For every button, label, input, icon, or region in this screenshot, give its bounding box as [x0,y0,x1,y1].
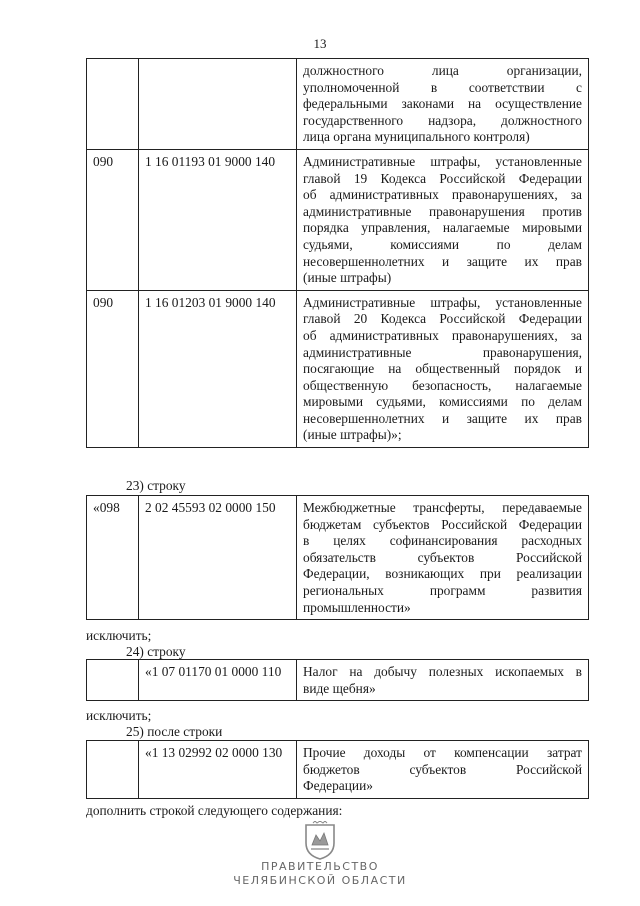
description-line: в целях софинансирования расходных [303,533,582,549]
description-line: Налог на добычу полезных ископаемых в [303,664,582,679]
description-line: главой 20 Кодекса Российской Федерации [303,311,582,327]
description-line: административные правонарушения против [303,203,582,219]
budget-classification-code-cell: 1 16 01203 01 9000 140 [139,290,297,447]
description-line: обязательств субъектов Российской [303,549,582,565]
description-line: Федерации» [303,778,373,794]
table-row [87,149,589,290]
section-24-label: 24) строку [126,644,186,659]
description-line: об административных правонарушениях, за [303,327,582,343]
page-number: 13 [313,36,327,51]
description-cell [297,496,589,620]
description-line: об административных правонарушениях, за [303,187,582,203]
admin-code-cell [87,59,139,150]
table-row [87,660,589,701]
description-line: уполномоченной в соответствии с [303,79,582,95]
admin-code-cell: 090 [87,149,139,290]
description-line: Межбюджетные трансферты, передаваемые [303,500,582,515]
description-line: главой 19 Кодекса Российской Федерации [303,170,582,186]
description-line: посягающие на общественный порядок и [303,361,582,377]
exclude-text-1: исключить; [86,628,152,643]
description-cell [297,741,589,799]
description-line: (иные штрафы) [303,270,392,286]
budget-classification-code-cell: «1 07 01170 01 0000 110 [139,660,297,701]
table-row [87,59,589,150]
admin-code-cell: «098 [87,496,139,620]
description-line: Прочие доходы от компенсации затрат [303,745,582,760]
description-cell [297,660,589,701]
description-line: Административные штрафы, установленные [303,294,582,310]
description-line: Федерации, возникающих при реализации [303,566,582,582]
budget-classification-code-cell: «1 13 02992 02 0000 130 [139,741,297,799]
description-cell [297,290,589,447]
description-line: (иные штрафы)»; [303,427,402,443]
admin-code-cell [87,660,139,701]
description-line: региональных программ развития [303,582,582,598]
description-line: административные правонарушения, [303,344,582,360]
section-23-label: 23) строку [126,478,186,493]
admin-code-cell [87,741,139,799]
section-25-label: 25) после строки [126,724,223,739]
table-row [87,290,589,447]
description-line: судьями, комиссиями по делам [303,236,582,252]
table-row [87,496,589,620]
description-line: бюджетам субъектов Российской Федерации [303,516,582,532]
description-line: виде щебня» [303,680,376,696]
closing-instruction: дополнить строкой следующего содержания: [86,803,343,818]
income-codes-table-4 [86,740,589,799]
description-line: общественную безопасность, налагаемые [303,377,582,393]
budget-classification-code-cell [139,59,297,150]
description-line: порядка управления, налагаемые мировыми [303,220,582,236]
table-row [87,741,589,799]
description-line: несовершеннолетних и защите их прав [303,410,582,426]
description-cell [297,59,589,150]
stamp-line-2: ЧЕЛЯБИНСКОЙ ОБЛАСТИ [233,874,407,887]
description-line: государственного надзора, должностного [303,112,582,128]
exclude-text-2: исключить; [86,708,152,723]
stamp-line-1: ПРАВИТЕЛЬСТВО [261,860,379,873]
description-line: несовершеннолетних и защите их прав [303,253,582,269]
admin-code-cell: 090 [87,290,139,447]
income-codes-table-3 [86,659,589,701]
description-line: бюджетов субъектов Российской [303,761,582,777]
description-line: федеральными законами на осуществление [303,96,582,112]
coat-of-arms-icon [303,821,337,861]
description-line: Административные штрафы, установленные [303,153,582,169]
description-line: мировыми судьями, комиссиями по делам [303,394,582,410]
description-line: лица органа муниципального контроля) [303,129,530,145]
income-codes-table-1 [86,58,589,448]
description-line: промышленности» [303,599,411,615]
description-cell [297,149,589,290]
description-line: должностного лица организации, [303,63,582,78]
budget-classification-code-cell: 1 16 01193 01 9000 140 [139,149,297,290]
budget-classification-code-cell: 2 02 45593 02 0000 150 [139,496,297,620]
income-codes-table-2 [86,495,589,620]
